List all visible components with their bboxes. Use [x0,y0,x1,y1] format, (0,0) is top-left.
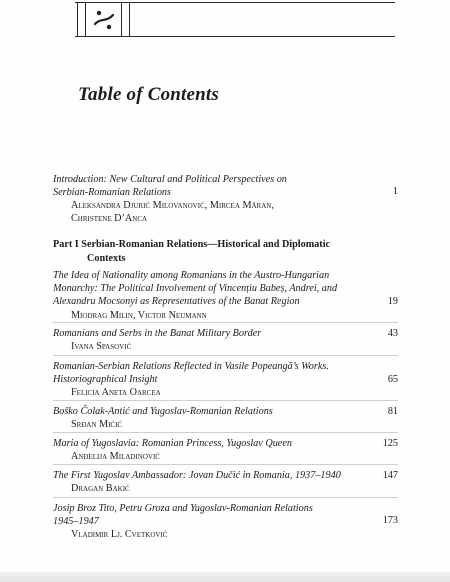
ornament-bar [85,2,86,37]
entry-authors: Srđan Mićić [71,419,123,431]
page-number: 1 [392,186,398,197]
page-number: 147 [382,470,398,481]
entry-title: The First Yugoslav Ambassador: Jovan Dučić in Romania, 1937–1940 [53,470,341,481]
entry-authors: Christene D’Anca [71,213,148,225]
ornament-top-rule [75,2,395,3]
ornament-bar [77,2,78,37]
entry-title: Josip Broz Tito, Petru Groza and Yugoslav-Romanian Relations [53,503,313,514]
toc-entry [53,405,398,431]
ornament-bar [129,2,130,37]
entry-title: 1945–1947 [53,516,99,528]
toc-entry [53,269,398,322]
entry-authors: Dragan Bakić [71,483,130,495]
entry-title: Serbian-Romanian Relations [53,187,171,199]
part-label: Contexts [87,252,126,264]
ornament-bar [121,2,122,37]
entry-title: Historiographical Insight [53,374,158,386]
toc-entry [53,327,398,353]
header-ornament [55,0,395,38]
entry-authors: Felicia Aneta Oarcea [71,387,161,399]
entry-authors: Vladimir Lj. Cvetković [71,529,168,541]
divider [53,432,398,433]
entry-authors: Anđelija Miladinović [71,451,160,463]
entry-authors: Miodrag Milin, Victor Neumann [71,309,207,321]
entry-title: Romanians and Serbs in the Banat Military Border [53,328,262,339]
divider [53,400,398,401]
toc-entry [53,360,398,399]
toc-entry [53,437,398,463]
toc-entry [53,502,398,541]
ornament-glyph-icon [90,6,118,34]
toc-entry-introduction [53,173,398,225]
part-label: Part I Serbian-Romanian Relations—Historical and Diplomatic [53,239,331,250]
toc-entry [53,469,398,495]
ornament-bottom-rule [75,36,395,37]
divider [53,497,398,498]
page-number: 81 [387,406,398,417]
entry-title: Alexandru Mocsonyi as Representatives of the Banat Region [53,296,300,308]
page-number: 43 [387,328,398,339]
divider [53,355,398,356]
entry-title: Boško Čolak-Antić and Yugoslav-Romanian Relations [53,406,273,417]
page-title: Table of Contents [78,84,219,105]
entry-title: Romanian-Serbian Relations Reflected in Vasile Popeangă’s Works. [53,361,329,372]
page-number: 173 [382,515,398,526]
page-bottom-edge [0,572,450,582]
page-number: 65 [387,374,398,385]
divider [53,464,398,465]
entry-title: Introduction: New Cultural and Political Perspectives on [53,174,287,185]
entry-title: Monarchy: The Political Involvement of Vincențiu Babeș, Andrei, and [53,283,338,295]
page-number: 125 [382,438,398,449]
entry-title: The Idea of Nationality among Romanians in the Austro-Hungarian [53,270,330,281]
divider [53,322,398,323]
entry-title: Maria of Yugoslavia: Romanian Princess, Yugoslav Queen [53,438,292,449]
entry-authors: Ivana Spasović [71,341,132,353]
entry-authors: Aleksandra Djurić Milovanović, Mircea Măran, [71,200,274,212]
part-heading [53,238,398,265]
page-number: 19 [387,296,398,307]
